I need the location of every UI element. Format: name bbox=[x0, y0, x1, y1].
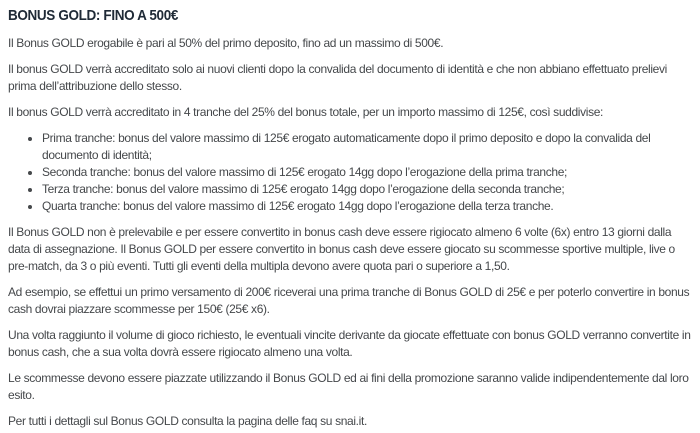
page-title: BONUS GOLD: FINO A 500€ bbox=[8, 7, 179, 24]
list-item-second-tranche: • Seconda tranche: bonus del valore massimo di 125€ erogato 14gg dopo l’erogazione della prima tranche; bbox=[42, 164, 692, 181]
rules-paragraph-wagering: Il Bonus GOLD non è prelevabile e per essere convertito in bonus cash deve essere rigiocato almeno 6 volte (6x) entro 13 giorni dalla data di assegnazione. Il Bonus GOLD per essere convertito in bonus cash deve essere giocato su scommesse sportive multiple, live o pre-match, da 3 o più eventi. Tutti gli eventi della multipla devono avere quota pari o superiore a 1,50. bbox=[8, 225, 675, 273]
tranche-list bbox=[8, 130, 692, 215]
rules-paragraph-conversion: Una volta raggiunto il volume di gioco richiesto, le eventuali vincite derivante da giocate effettuate con bonus GOLD verranno convertite in bonus cash, che a sua volta dovrà essere rigiocato almeno una volta. bbox=[8, 328, 691, 359]
list-item-first-tranche: • Prima tranche: bonus del valore massimo di 125€ erogato automaticamente dopo il primo deposito e dopo la convalida del documento di identità; bbox=[42, 130, 692, 164]
list-item-fourth-tranche: • Quarta tranche: bonus del valore massimo di 125€ erogato 14gg dopo l’erogazione della terza tranche. bbox=[42, 198, 692, 215]
rules-paragraph-example: Ad esempio, se effettui un primo versamento di 200€ riceverai una prima tranche di Bonus GOLD di 25€ e per poterlo convertire in bonus cash dovrai piazzare scommesse per 150€ (25€ x6). bbox=[8, 285, 690, 316]
intro-paragraph-tranches: Il bonus GOLD verrà accreditato in 4 tranche del 25% del bonus totale, per un importo massimo di 125€, così suddivise: bbox=[8, 105, 604, 119]
rules-paragraph-validity: Le scommesse devono essere piazzate utilizzando il Bonus GOLD ed ai fini della promozione saranno valide indipendentemente dal loro esito. bbox=[8, 371, 689, 402]
intro-paragraph-max-bonus: Il Bonus GOLD erogabile è pari al 50% del primo deposito, fino ad un massimo di 500€. bbox=[8, 36, 444, 50]
intro-paragraph-eligibility: Il bonus GOLD verrà accreditato solo ai nuovi clienti dopo la convalida del documento di identità e che non abbiano effettuato prelievi prima dell’attribuzione dello stesso. bbox=[8, 62, 667, 93]
list-item-third-tranche: • Terza tranche: bonus del valore massimo di 125€ erogato 14gg dopo l’erogazione della seconda tranche; bbox=[42, 181, 692, 198]
rules-paragraph-faq: Per tutti i dettagli sul Bonus GOLD consulta la pagina delle faq su snai.it. bbox=[8, 414, 367, 428]
